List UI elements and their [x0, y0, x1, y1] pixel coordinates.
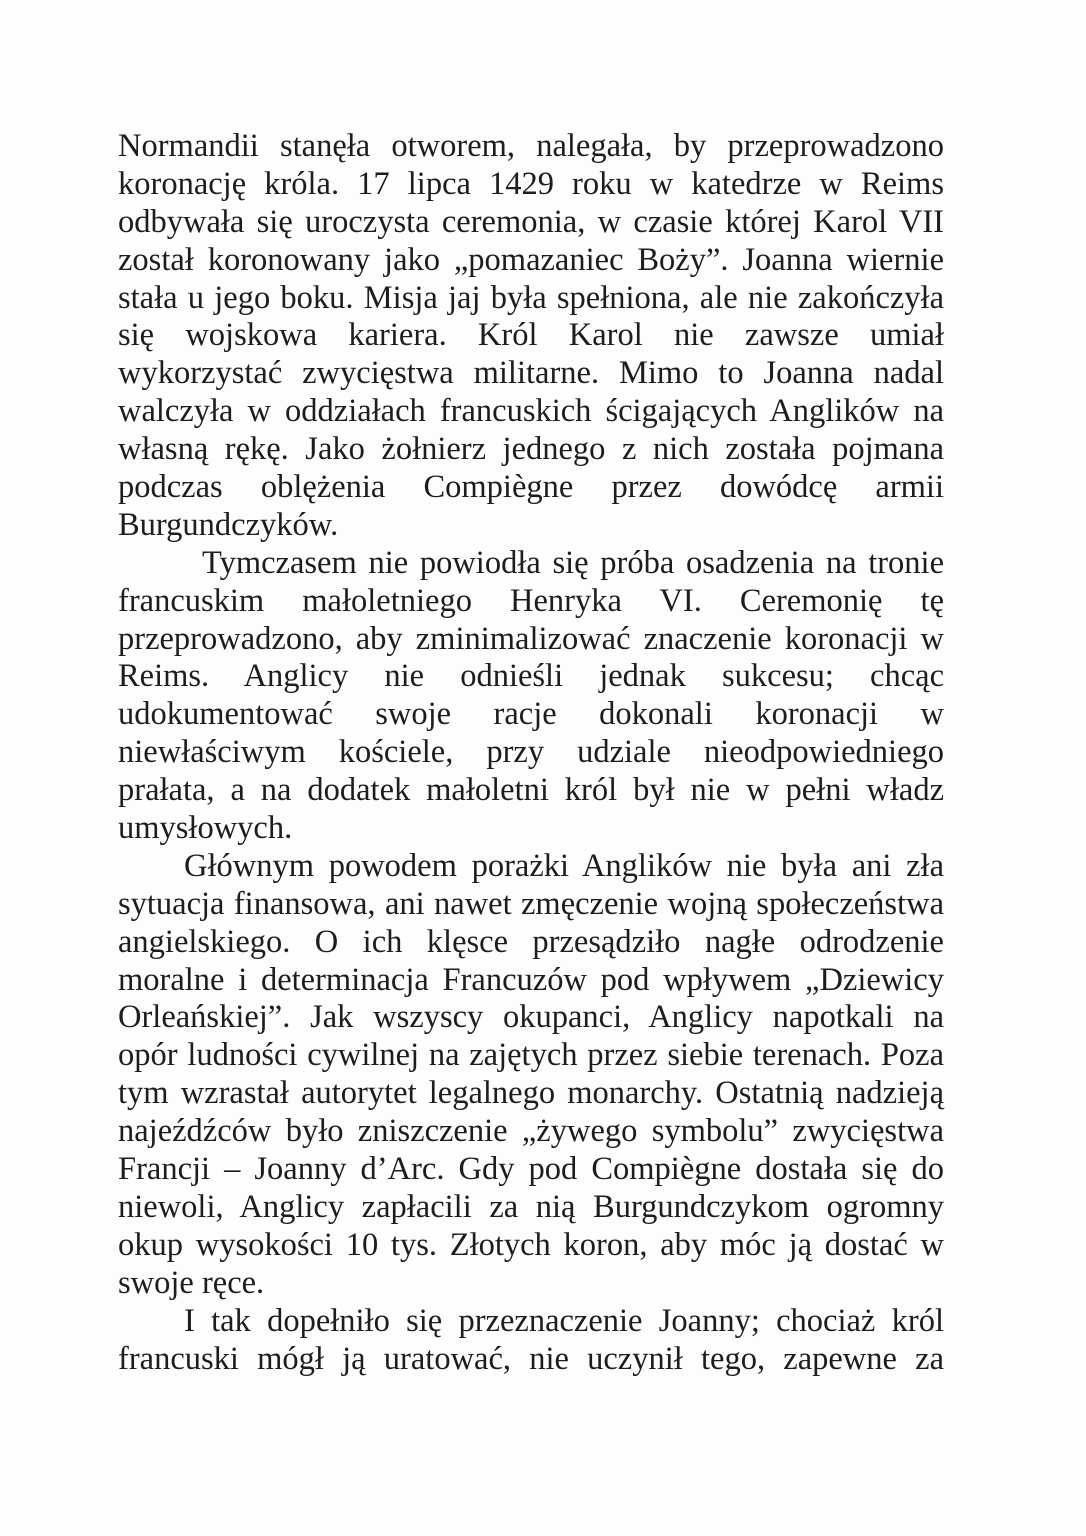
text-line: francuskim małoletniego Henryka VI. Ceremonię tę — [118, 582, 944, 619]
text-line: swoje ręce. — [118, 1264, 265, 1301]
text-line: Głównym powodem porażki Anglików nie była ani zła — [184, 847, 944, 884]
text-line: Francji – Joanny d’Arc. Gdy pod Compiègne dostała się do — [118, 1151, 944, 1188]
paragraph-4 — [118, 1303, 944, 1379]
paragraph-2 — [118, 545, 944, 848]
text-line: koronację króla. 17 lipca 1429 roku w katedrze w Reims — [118, 165, 944, 202]
text-line: okup wysokości 10 tys. Złotych koron, aby móc ją dostać w — [118, 1226, 944, 1263]
text-line: sytuacja finansowa, ani nawet zmęczenie wojną społeczeństwa — [118, 885, 944, 922]
text-line: odbywała się uroczysta ceremonia, w czasie której Karol VII — [118, 203, 944, 240]
text-line: Orleańskiej”. Jak wszyscy okupanci, Anglicy napotkali na — [118, 999, 944, 1036]
text-line: moralne i determinacja Francuzów pod wpływem „Dziewicy — [118, 961, 944, 998]
body-text — [118, 128, 944, 1378]
text-line: niewłaściwym kościele, przy udziale nieodpowiedniego — [118, 734, 944, 771]
text-line: najeźdźców było zniszczenie „żywego symbolu” zwycięstwa — [118, 1113, 944, 1150]
paragraph-1 — [118, 128, 944, 545]
text-line: I tak dopełniło się przeznaczenie Joanny; chociaż król — [184, 1302, 944, 1339]
text-line: został koronowany jako „pomazaniec Boży”. Joanna wiernie — [118, 241, 944, 278]
text-line: wykorzystać zwycięstwa militarne. Mimo to Joanna nadal — [118, 355, 944, 392]
text-line: udokumentować swoje racje dokonali koronacji w — [118, 696, 944, 733]
text-line: niewoli, Anglicy zapłacili za nią Burgundczykom ogromny — [118, 1188, 944, 1225]
text-line: podczas oblężenia Compiègne przez dowódcę armii — [118, 469, 944, 506]
text-line: opór ludności cywilnej na zajętych przez siebie terenach. Poza — [118, 1037, 944, 1074]
text-line: Normandii stanęła otworem, nalegała, by przeprowadzono — [118, 128, 944, 164]
text-line: francuski mógł ją uratować, nie uczynił tego, zapewne za — [118, 1340, 944, 1377]
text-line: własną rękę. Jako żołnierz jednego z nich została pojmana — [118, 431, 944, 468]
text-line: Burgundczyków. — [118, 506, 339, 543]
text-line: walczyła w oddziałach francuskich ścigających Anglików na — [118, 393, 944, 430]
paragraph-3 — [118, 848, 944, 1303]
text-line: przeprowadzono, aby zminimalizować znaczenie koronacji w — [118, 620, 944, 657]
text-line: umysłowych. — [118, 810, 293, 847]
text-line: angielskiego. O ich klęsce przesądziło nagłe odrodzenie — [118, 923, 944, 960]
text-line: stała u jego boku. Misja jaj była spełniona, ale nie zakończyła — [118, 279, 944, 316]
text-line: tym wzrastał autorytet legalnego monarchy. Ostatnią nadzieją — [118, 1075, 944, 1112]
text-line: Tymczasem nie powiodła się próba osadzenia na tronie — [202, 544, 944, 581]
text-line: się wojskowa kariera. Król Karol nie zawsze umiał — [118, 317, 944, 354]
text-line: Reims. Anglicy nie odnieśli jednak sukcesu; chcąc — [118, 658, 944, 695]
text-line: prałata, a na dodatek małoletni król był nie w pełni władz — [118, 772, 944, 809]
